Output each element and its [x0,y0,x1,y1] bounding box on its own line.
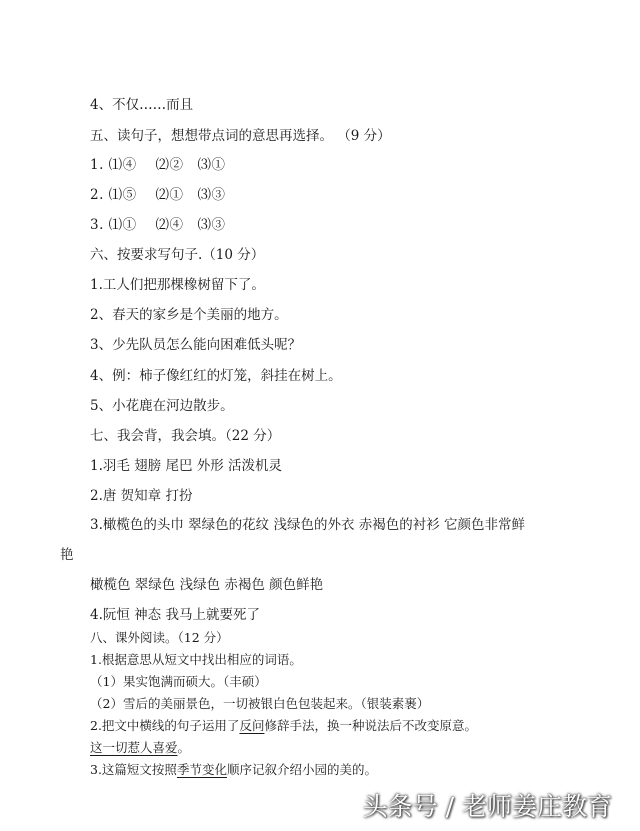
answer-line: （2）雪后的美丽景色，一切被银白色包装起来。（银装素裹） [90,696,430,711]
section-heading: 六、按要求写句子.（10 分） [90,247,265,263]
answer-line: 2.唐 贺知章 打扮 [90,488,193,504]
answer-line [90,761,377,779]
watermark: 头条号 / 老师姜庄教育 [362,792,612,821]
underlined-answer: 季节变化 [176,762,227,777]
answer-line: 2. ⑴⑤ ⑵① ⑶③ [90,187,226,203]
answer-text: 3.这篇短文按照 [90,762,177,777]
answer-line: 3、少先队员怎么能向困难低头呢？ [90,337,302,353]
section-heading: 五、读句子，想想带点词的意思再选择。 （9 分） [90,128,391,144]
underlined-answer: 这一切惹人喜爱 [90,740,178,755]
answer-line [90,717,477,735]
answer-line: 4、例：柿子像红红的灯笼，斜挂在树上。 [90,368,342,384]
answer-line: 4、不仅……而且 [90,97,194,113]
answer-line: 艳 [60,547,74,563]
answer-line: 3.橄榄色的头巾 翠绿色的花纹 浅绿色的外衣 赤褐色的衬衫 它颜色非常鲜 [90,517,526,533]
answer-line: 1.羽毛 翅膀 尾巴 外形 活泼机灵 [90,458,283,474]
answer-line: 4.阮恒 神态 我马上就要死了 [90,607,260,623]
section-heading: 七、我会背，我会填。（22 分） [90,428,281,444]
answer-text: 。 [177,740,191,755]
answer-text: 顺序记叙介绍小园的美的。 [226,762,377,777]
answer-line: 1.根据意思从短文中找出相应的词语。 [90,652,302,667]
section-heading: 八、课外阅读。（12 分） [90,630,229,645]
answer-text: 2.把文中横线的句子运用了 [90,718,240,733]
answer-line: 2、春天的家乡是个美丽的地方。 [90,307,288,323]
answer-line [90,739,190,757]
answer-line: 3. ⑴① ⑵④ ⑶③ [90,217,226,233]
answer-line: （1）果实饱满而硕大。（丰硕） [90,674,267,689]
answer-line: 橄榄色 翠绿色 浅绿色 赤褐色 颜色鲜艳 [90,577,324,593]
underlined-answer: 反问 [239,718,265,733]
answer-line: 5、小花鹿在河边散步。 [90,398,234,414]
answer-line: 1. ⑴④ ⑵② ⑶① [90,157,226,173]
answer-line: 1.工人们把那棵橡树留下了。 [90,277,265,293]
answer-text: 修辞手法，换一种说法后不改变原意。 [264,718,477,733]
